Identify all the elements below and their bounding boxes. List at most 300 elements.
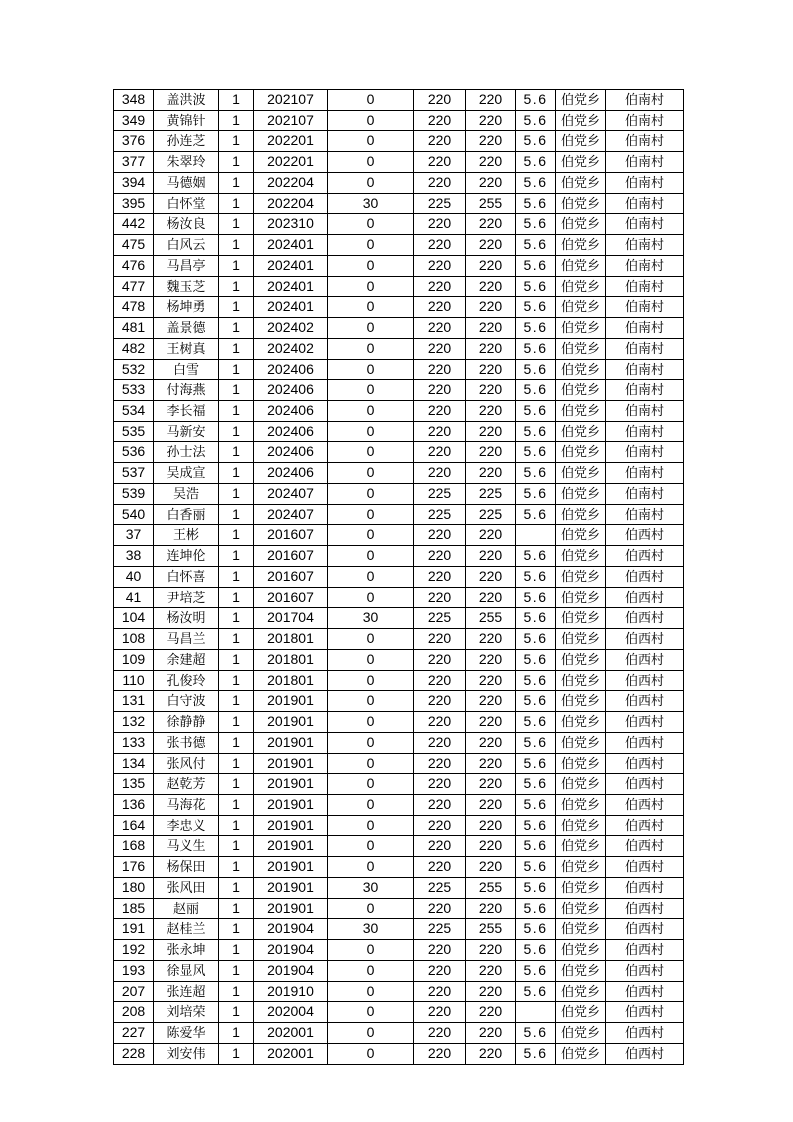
cell-period: 201901 <box>254 815 328 836</box>
cell-adjustment: 0 <box>328 898 414 919</box>
cell-count: 1 <box>219 359 254 380</box>
cell-rate: 5.6 <box>516 877 556 898</box>
cell-amount-a: 220 <box>414 1023 466 1044</box>
cell-amount-a: 220 <box>414 442 466 463</box>
cell-count: 1 <box>219 608 254 629</box>
cell-id: 168 <box>114 836 154 857</box>
cell-rate <box>516 525 556 546</box>
cell-period: 201901 <box>254 857 328 878</box>
table-row <box>114 815 684 836</box>
table-row <box>114 463 684 484</box>
cell-rate: 5.6 <box>516 421 556 442</box>
cell-village: 伯西村 <box>606 981 684 1002</box>
cell-township: 伯党乡 <box>556 131 606 152</box>
cell-amount-a: 220 <box>414 774 466 795</box>
cell-amount-a: 225 <box>414 919 466 940</box>
cell-period: 201607 <box>254 566 328 587</box>
cell-count: 1 <box>219 1023 254 1044</box>
cell-adjustment: 0 <box>328 1023 414 1044</box>
cell-township: 伯党乡 <box>556 774 606 795</box>
cell-rate: 5.6 <box>516 815 556 836</box>
cell-amount-b: 225 <box>466 504 516 525</box>
cell-adjustment: 0 <box>328 836 414 857</box>
cell-rate: 5.6 <box>516 940 556 961</box>
cell-rate: 5.6 <box>516 297 556 318</box>
cell-period: 202001 <box>254 1023 328 1044</box>
cell-name: 白风云 <box>154 235 219 256</box>
cell-id: 191 <box>114 919 154 940</box>
cell-township: 伯党乡 <box>556 691 606 712</box>
cell-count: 1 <box>219 1002 254 1023</box>
cell-township: 伯党乡 <box>556 981 606 1002</box>
table-row <box>114 235 684 256</box>
cell-rate: 5.6 <box>516 401 556 422</box>
table-row <box>114 857 684 878</box>
cell-id: 534 <box>114 401 154 422</box>
cell-township: 伯党乡 <box>556 255 606 276</box>
cell-period: 202402 <box>254 318 328 339</box>
cell-township: 伯党乡 <box>556 318 606 339</box>
cell-village: 伯西村 <box>606 629 684 650</box>
cell-name: 张风付 <box>154 753 219 774</box>
table-row <box>114 1043 684 1064</box>
cell-township: 伯党乡 <box>556 794 606 815</box>
table-row <box>114 877 684 898</box>
cell-village: 伯南村 <box>606 90 684 111</box>
cell-count: 1 <box>219 318 254 339</box>
table-row <box>114 131 684 152</box>
cell-period: 202401 <box>254 235 328 256</box>
cell-village: 伯南村 <box>606 463 684 484</box>
cell-rate: 5.6 <box>516 732 556 753</box>
cell-village: 伯南村 <box>606 318 684 339</box>
cell-adjustment: 0 <box>328 214 414 235</box>
cell-township: 伯党乡 <box>556 463 606 484</box>
cell-adjustment: 0 <box>328 1002 414 1023</box>
cell-id: 394 <box>114 172 154 193</box>
cell-id: 227 <box>114 1023 154 1044</box>
cell-amount-b: 220 <box>466 235 516 256</box>
cell-period: 201801 <box>254 629 328 650</box>
cell-period: 202406 <box>254 401 328 422</box>
cell-adjustment: 0 <box>328 131 414 152</box>
cell-count: 1 <box>219 546 254 567</box>
cell-village: 伯西村 <box>606 794 684 815</box>
cell-period: 202204 <box>254 193 328 214</box>
table-row <box>114 919 684 940</box>
cell-village: 伯南村 <box>606 172 684 193</box>
cell-name: 李长福 <box>154 401 219 422</box>
cell-rate: 5.6 <box>516 649 556 670</box>
cell-village: 伯南村 <box>606 380 684 401</box>
cell-rate: 5.6 <box>516 691 556 712</box>
cell-period: 202402 <box>254 338 328 359</box>
cell-village: 伯南村 <box>606 193 684 214</box>
cell-township: 伯党乡 <box>556 629 606 650</box>
cell-rate: 5.6 <box>516 587 556 608</box>
cell-count: 1 <box>219 297 254 318</box>
table-row <box>114 172 684 193</box>
cell-amount-a: 220 <box>414 857 466 878</box>
cell-adjustment: 0 <box>328 463 414 484</box>
cell-name: 张连超 <box>154 981 219 1002</box>
table-row <box>114 712 684 733</box>
cell-amount-b: 220 <box>466 566 516 587</box>
cell-rate: 5.6 <box>516 774 556 795</box>
cell-period: 202406 <box>254 463 328 484</box>
table-body <box>114 90 684 1065</box>
cell-amount-b: 220 <box>466 421 516 442</box>
cell-amount-b: 220 <box>466 712 516 733</box>
cell-amount-a: 220 <box>414 421 466 442</box>
cell-amount-a: 220 <box>414 587 466 608</box>
cell-amount-b: 220 <box>466 338 516 359</box>
cell-count: 1 <box>219 691 254 712</box>
cell-id: 477 <box>114 276 154 297</box>
cell-amount-b: 220 <box>466 753 516 774</box>
cell-period: 201910 <box>254 981 328 1002</box>
cell-id: 377 <box>114 152 154 173</box>
cell-rate: 5.6 <box>516 380 556 401</box>
cell-adjustment: 0 <box>328 359 414 380</box>
cell-count: 1 <box>219 836 254 857</box>
cell-count: 1 <box>219 898 254 919</box>
cell-village: 伯西村 <box>606 898 684 919</box>
cell-township: 伯党乡 <box>556 172 606 193</box>
cell-rate: 5.6 <box>516 981 556 1002</box>
cell-adjustment: 30 <box>328 877 414 898</box>
table-row <box>114 691 684 712</box>
cell-id: 132 <box>114 712 154 733</box>
cell-id: 40 <box>114 566 154 587</box>
cell-rate: 5.6 <box>516 193 556 214</box>
cell-amount-a: 220 <box>414 898 466 919</box>
cell-amount-b: 220 <box>466 214 516 235</box>
cell-adjustment: 0 <box>328 338 414 359</box>
cell-village: 伯西村 <box>606 857 684 878</box>
cell-count: 1 <box>219 919 254 940</box>
cell-name: 朱翠玲 <box>154 152 219 173</box>
cell-id: 185 <box>114 898 154 919</box>
cell-rate: 5.6 <box>516 483 556 504</box>
cell-period: 202407 <box>254 483 328 504</box>
cell-name: 白怀堂 <box>154 193 219 214</box>
cell-amount-a: 220 <box>414 940 466 961</box>
cell-name: 王彬 <box>154 525 219 546</box>
cell-village: 伯西村 <box>606 1002 684 1023</box>
cell-amount-a: 220 <box>414 525 466 546</box>
cell-rate: 5.6 <box>516 836 556 857</box>
cell-village: 伯南村 <box>606 359 684 380</box>
table-row <box>114 380 684 401</box>
cell-amount-a: 220 <box>414 463 466 484</box>
table-row <box>114 670 684 691</box>
cell-village: 伯西村 <box>606 712 684 733</box>
cell-id: 135 <box>114 774 154 795</box>
cell-period: 201801 <box>254 670 328 691</box>
cell-id: 208 <box>114 1002 154 1023</box>
table-row <box>114 504 684 525</box>
cell-period: 202401 <box>254 297 328 318</box>
cell-village: 伯西村 <box>606 1043 684 1064</box>
cell-amount-b: 220 <box>466 276 516 297</box>
cell-adjustment: 0 <box>328 566 414 587</box>
table-row <box>114 1002 684 1023</box>
cell-village: 伯西村 <box>606 774 684 795</box>
cell-id: 134 <box>114 753 154 774</box>
cell-township: 伯党乡 <box>556 276 606 297</box>
cell-township: 伯党乡 <box>556 649 606 670</box>
cell-period: 201901 <box>254 898 328 919</box>
cell-id: 193 <box>114 960 154 981</box>
cell-village: 伯西村 <box>606 1023 684 1044</box>
cell-rate: 5.6 <box>516 214 556 235</box>
cell-id: 131 <box>114 691 154 712</box>
cell-amount-b: 220 <box>466 131 516 152</box>
cell-amount-b: 220 <box>466 649 516 670</box>
cell-rate: 5.6 <box>516 110 556 131</box>
cell-count: 1 <box>219 214 254 235</box>
cell-amount-a: 220 <box>414 110 466 131</box>
cell-amount-a: 225 <box>414 877 466 898</box>
cell-village: 伯南村 <box>606 401 684 422</box>
table-row <box>114 255 684 276</box>
cell-rate: 5.6 <box>516 670 556 691</box>
table-row <box>114 753 684 774</box>
cell-township: 伯党乡 <box>556 525 606 546</box>
cell-village: 伯南村 <box>606 255 684 276</box>
cell-period: 201904 <box>254 940 328 961</box>
cell-id: 104 <box>114 608 154 629</box>
cell-adjustment: 0 <box>328 442 414 463</box>
cell-adjustment: 0 <box>328 546 414 567</box>
cell-amount-b: 220 <box>466 442 516 463</box>
cell-name: 盖洪波 <box>154 90 219 111</box>
cell-amount-a: 220 <box>414 649 466 670</box>
cell-amount-a: 220 <box>414 359 466 380</box>
cell-amount-a: 225 <box>414 193 466 214</box>
cell-name: 黄锦针 <box>154 110 219 131</box>
cell-count: 1 <box>219 463 254 484</box>
cell-amount-b: 220 <box>466 960 516 981</box>
cell-name: 杨汝良 <box>154 214 219 235</box>
cell-amount-a: 220 <box>414 1043 466 1064</box>
cell-rate <box>516 1002 556 1023</box>
cell-village: 伯西村 <box>606 546 684 567</box>
cell-village: 伯南村 <box>606 214 684 235</box>
cell-name: 白雪 <box>154 359 219 380</box>
cell-id: 164 <box>114 815 154 836</box>
cell-name: 马昌亭 <box>154 255 219 276</box>
cell-period: 201901 <box>254 732 328 753</box>
cell-rate: 5.6 <box>516 276 556 297</box>
cell-period: 202201 <box>254 131 328 152</box>
table-row <box>114 608 684 629</box>
cell-adjustment: 0 <box>328 110 414 131</box>
cell-township: 伯党乡 <box>556 401 606 422</box>
cell-amount-b: 220 <box>466 359 516 380</box>
cell-id: 395 <box>114 193 154 214</box>
cell-name: 陈爱华 <box>154 1023 219 1044</box>
cell-period: 201901 <box>254 794 328 815</box>
cell-amount-b: 220 <box>466 297 516 318</box>
cell-township: 伯党乡 <box>556 1002 606 1023</box>
cell-id: 376 <box>114 131 154 152</box>
cell-adjustment: 0 <box>328 525 414 546</box>
table-row <box>114 421 684 442</box>
cell-id: 176 <box>114 857 154 878</box>
cell-amount-a: 220 <box>414 546 466 567</box>
cell-count: 1 <box>219 566 254 587</box>
table-row <box>114 90 684 111</box>
cell-id: 192 <box>114 940 154 961</box>
cell-village: 伯南村 <box>606 152 684 173</box>
cell-period: 202310 <box>254 214 328 235</box>
cell-period: 201904 <box>254 960 328 981</box>
cell-period: 201801 <box>254 649 328 670</box>
cell-adjustment: 0 <box>328 401 414 422</box>
cell-name: 刘安伟 <box>154 1043 219 1064</box>
cell-amount-b: 220 <box>466 940 516 961</box>
cell-id: 536 <box>114 442 154 463</box>
cell-count: 1 <box>219 774 254 795</box>
cell-township: 伯党乡 <box>556 90 606 111</box>
cell-amount-a: 220 <box>414 794 466 815</box>
cell-rate: 5.6 <box>516 172 556 193</box>
table-row <box>114 732 684 753</box>
cell-amount-a: 220 <box>414 691 466 712</box>
cell-township: 伯党乡 <box>556 152 606 173</box>
cell-period: 202107 <box>254 90 328 111</box>
cell-name: 徐显风 <box>154 960 219 981</box>
cell-amount-b: 220 <box>466 836 516 857</box>
cell-adjustment: 0 <box>328 255 414 276</box>
cell-village: 伯南村 <box>606 483 684 504</box>
cell-id: 539 <box>114 483 154 504</box>
cell-name: 马德姻 <box>154 172 219 193</box>
cell-amount-a: 220 <box>414 753 466 774</box>
cell-id: 41 <box>114 587 154 608</box>
cell-period: 201901 <box>254 774 328 795</box>
cell-name: 盖景德 <box>154 318 219 339</box>
table-row <box>114 483 684 504</box>
cell-amount-b: 255 <box>466 193 516 214</box>
cell-adjustment: 0 <box>328 297 414 318</box>
cell-name: 付海燕 <box>154 380 219 401</box>
cell-name: 马义生 <box>154 836 219 857</box>
data-table <box>113 89 684 1065</box>
cell-id: 482 <box>114 338 154 359</box>
cell-rate: 5.6 <box>516 753 556 774</box>
cell-period: 202204 <box>254 172 328 193</box>
table-row <box>114 587 684 608</box>
cell-count: 1 <box>219 794 254 815</box>
cell-id: 228 <box>114 1043 154 1064</box>
table-row <box>114 318 684 339</box>
cell-adjustment: 0 <box>328 732 414 753</box>
cell-period: 201901 <box>254 836 328 857</box>
cell-count: 1 <box>219 338 254 359</box>
cell-adjustment: 0 <box>328 421 414 442</box>
cell-id: 442 <box>114 214 154 235</box>
cell-count: 1 <box>219 235 254 256</box>
table-row <box>114 110 684 131</box>
cell-id: 108 <box>114 629 154 650</box>
cell-amount-a: 220 <box>414 318 466 339</box>
cell-amount-b: 220 <box>466 981 516 1002</box>
cell-adjustment: 0 <box>328 712 414 733</box>
cell-township: 伯党乡 <box>556 898 606 919</box>
cell-rate: 5.6 <box>516 608 556 629</box>
cell-count: 1 <box>219 152 254 173</box>
cell-adjustment: 30 <box>328 193 414 214</box>
table-row <box>114 649 684 670</box>
cell-period: 202406 <box>254 359 328 380</box>
cell-count: 1 <box>219 1043 254 1064</box>
cell-village: 伯西村 <box>606 608 684 629</box>
cell-period: 202107 <box>254 110 328 131</box>
cell-rate: 5.6 <box>516 255 556 276</box>
cell-rate: 5.6 <box>516 235 556 256</box>
cell-amount-b: 220 <box>466 318 516 339</box>
cell-amount-a: 220 <box>414 380 466 401</box>
cell-township: 伯党乡 <box>556 815 606 836</box>
cell-township: 伯党乡 <box>556 670 606 691</box>
cell-rate: 5.6 <box>516 90 556 111</box>
cell-rate: 5.6 <box>516 857 556 878</box>
table-row <box>114 774 684 795</box>
cell-township: 伯党乡 <box>556 380 606 401</box>
cell-adjustment: 0 <box>328 960 414 981</box>
cell-township: 伯党乡 <box>556 960 606 981</box>
cell-rate: 5.6 <box>516 898 556 919</box>
table-row <box>114 214 684 235</box>
cell-name: 余建超 <box>154 649 219 670</box>
cell-id: 532 <box>114 359 154 380</box>
table-row <box>114 546 684 567</box>
cell-rate: 5.6 <box>516 463 556 484</box>
cell-amount-a: 220 <box>414 276 466 297</box>
cell-id: 348 <box>114 90 154 111</box>
cell-township: 伯党乡 <box>556 338 606 359</box>
cell-period: 201607 <box>254 525 328 546</box>
cell-rate: 5.6 <box>516 1023 556 1044</box>
table-row <box>114 193 684 214</box>
cell-count: 1 <box>219 276 254 297</box>
cell-count: 1 <box>219 193 254 214</box>
cell-name: 白守波 <box>154 691 219 712</box>
cell-id: 535 <box>114 421 154 442</box>
cell-amount-a: 225 <box>414 608 466 629</box>
cell-amount-a: 220 <box>414 566 466 587</box>
cell-amount-b: 255 <box>466 608 516 629</box>
cell-id: 180 <box>114 877 154 898</box>
cell-amount-b: 225 <box>466 483 516 504</box>
cell-township: 伯党乡 <box>556 546 606 567</box>
cell-adjustment: 0 <box>328 1043 414 1064</box>
cell-township: 伯党乡 <box>556 110 606 131</box>
cell-name: 杨坤勇 <box>154 297 219 318</box>
cell-id: 133 <box>114 732 154 753</box>
cell-rate: 5.6 <box>516 919 556 940</box>
cell-name: 赵乾芳 <box>154 774 219 795</box>
cell-name: 魏玉芝 <box>154 276 219 297</box>
cell-name: 马海花 <box>154 794 219 815</box>
cell-rate: 5.6 <box>516 794 556 815</box>
cell-amount-b: 220 <box>466 463 516 484</box>
cell-count: 1 <box>219 380 254 401</box>
cell-count: 1 <box>219 421 254 442</box>
